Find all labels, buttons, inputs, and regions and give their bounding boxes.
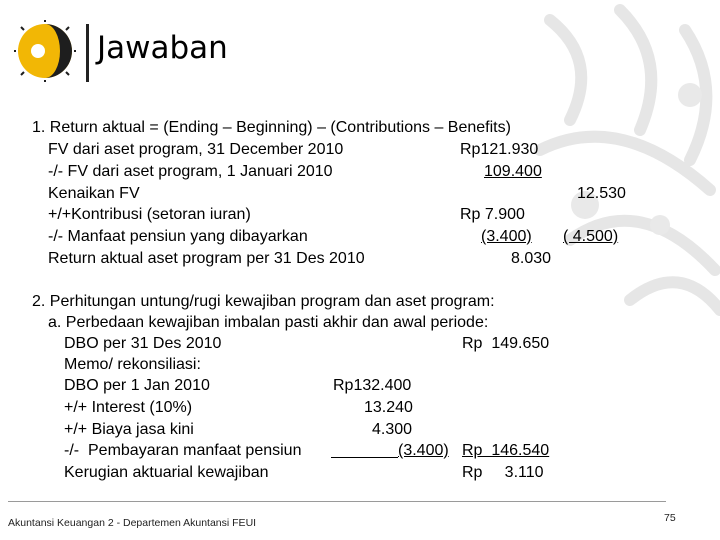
s2-row6-value: (3.400) <box>398 442 449 459</box>
section2-subheading: a. Perbedaan kewajiban imbalan pasti akhir dan awal periode: <box>48 314 489 331</box>
s1-row5-total: ( 4.500) <box>563 228 619 245</box>
s1-row1-value: Rp121.930 <box>460 141 539 158</box>
s2-row3-value: Rp132.400 <box>333 377 412 394</box>
s2-row7-total: Rp 3.110 <box>462 464 544 481</box>
s2-row7-label: Kerugian aktuarial kewajiban <box>64 464 269 481</box>
s1-row1-label: FV dari aset program, 31 December 2010 <box>48 141 344 158</box>
page-number: 75 <box>664 512 676 524</box>
s2-row2-label: Memo/ rekonsiliasi: <box>64 356 201 373</box>
s1-row6-value: 8.030 <box>511 250 552 267</box>
page-title: Jawaban <box>97 30 228 66</box>
footer-divider <box>8 501 666 502</box>
section2-heading: 2. Perhitungan untung/rugi kewajiban program dan aset program: <box>32 293 495 310</box>
s2-row4-value: 13.240 <box>364 399 413 416</box>
s1-row3-label: Kenaikan FV <box>48 185 140 202</box>
s2-row5-label: +/+ Biaya jasa kini <box>64 421 194 438</box>
s2-row4-label: +/+ Interest (10%) <box>64 399 193 416</box>
s2-row6-label: -/- Pembayaran manfaat pensiun <box>64 442 302 459</box>
s1-row2-value: 109.400 <box>484 163 542 180</box>
title-divider <box>86 24 89 82</box>
s1-row3-total: 12.530 <box>577 185 626 202</box>
university-logo <box>14 20 76 82</box>
s1-row5-value: (3.400) <box>481 228 532 245</box>
s2-row6-rule <box>331 457 398 458</box>
s2-row3-label: DBO per 1 Jan 2010 <box>64 377 210 394</box>
s2-row6-total: Rp 146.540 <box>462 442 550 459</box>
s2-row1-label: DBO per 31 Des 2010 <box>64 335 222 352</box>
s2-row1-total: Rp 149.650 <box>462 335 550 352</box>
s1-row5-label: -/- Manfaat pensiun yang dibayarkan <box>48 228 308 245</box>
s1-row4-label: +/+Kontribusi (setoran iuran) <box>48 206 251 223</box>
footer-text: Akuntansi Keuangan 2 - Departemen Akuntansi FEUI <box>8 517 257 529</box>
section1-heading: 1. Return aktual = (Ending – Beginning) – (Contributions – Benefits) <box>32 119 511 136</box>
s1-row6-label: Return aktual aset program per 31 Des 2010 <box>48 250 365 267</box>
s1-row2-label: -/- FV dari aset program, 1 Januari 2010 <box>48 163 333 180</box>
s2-row5-value: 4.300 <box>372 421 413 438</box>
s1-row4-value: Rp 7.900 <box>460 206 525 223</box>
